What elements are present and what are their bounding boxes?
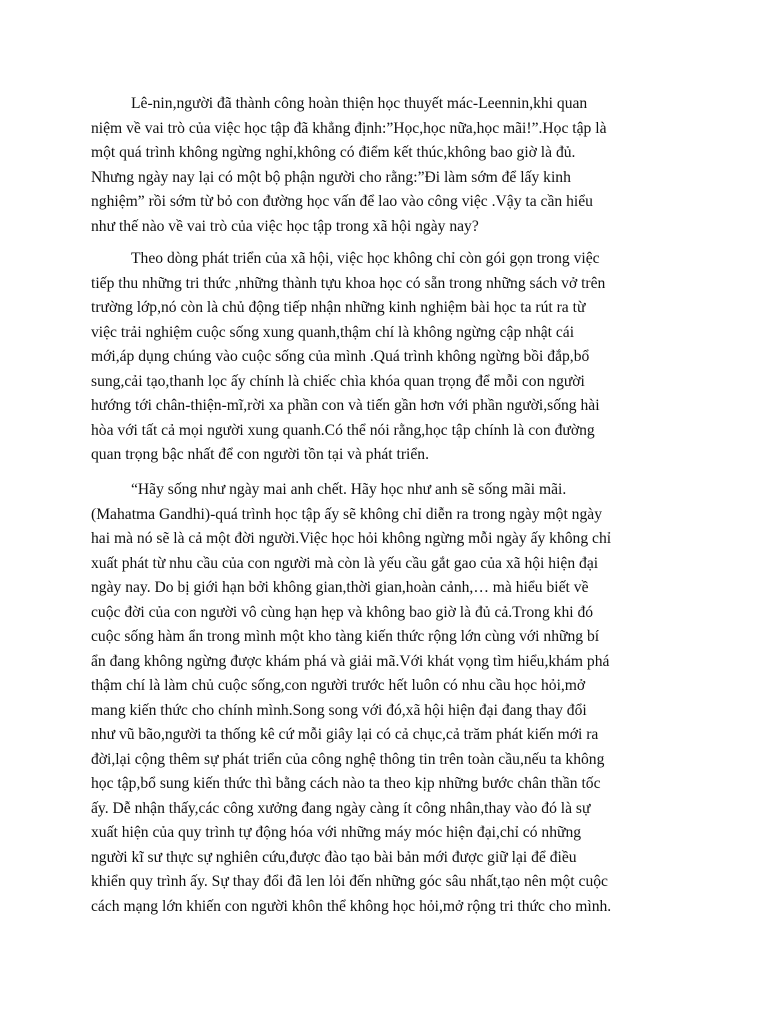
text-line: hòa với tất cả mọi người xung quanh.Có thể nói rằng,học tập chính là con đường [91,421,595,439]
text-line: tiếp thu những tri thức ,những thành tựu khoa học có sẵn trong những sách vở trên [91,274,606,292]
text-line: mới,áp dụng chúng vào cuộc sống của mình .Quá trình không ngừng bồi đắp,bổ [91,348,590,365]
text-line: hướng tới chân-thiện-mĩ,rời xa phần con và tiến gần hơn với phần người,sống hài [91,397,600,414]
text-line: khiển quy trình ấy. Sự thay đổi đã len lỏi đến những góc sâu nhất,tạo nên một cuộc [91,873,608,890]
text-line: cách mạng lớn khiến con người khôn thể không học hỏi,mở rộng tri thức cho mình. [91,897,612,915]
text-line: Lê-nin,người đã thành công hoàn thiện học thuyết mác-Leennin,khi quan [131,95,588,112]
text-line: sung,cải tạo,thanh lọc ấy chính là chiếc chìa khóa quan trọng để mỗi con người [91,372,585,390]
text-line: “Hãy sống như ngày mai anh chết. Hãy học như anh sẽ sống mãi mãi. [131,481,567,498]
text-line: ẩn đang không ngừng được khám phá và giải mã.Với khát vọng tìm hiểu,khám phá [91,652,610,670]
text-line: xuất hiện của quy trình tự động hóa với những máy móc hiện đại,chỉ có những [91,824,582,841]
text-line: như thế nào về vai trò của việc học tập trong xã hội ngày nay? [91,217,479,235]
text-line: ấy. Dễ nhận thấy,các công xưởng đang ngày càng ít công nhân,thay vào đó là sự [91,799,591,817]
text-line: hai mà nó sẽ là cả một đời người.Việc học hỏi không ngừng mỗi ngày ấy không chỉ [91,530,612,547]
paragraph-gandhi-quote [91,478,691,919]
text-line: như vũ bão,người ta thống kê cứ mỗi giây lại có cả chục,cả trăm phát kiến mới ra [91,726,599,743]
text-line: nghiệm” rồi sớm từ bỏ con đường học vấn để lao vào công việc .Vậy ta cần hiểu [91,193,593,210]
text-line: trường lớp,nó còn là chủ động tiếp nhận những kinh nghiệm bài học ta rút ra từ [91,299,586,316]
text-line: ngày nay. Do bị giới hạn bởi không gian,thời gian,hoàn cảnh,… mà hiểu biết về [91,579,589,596]
text-line: quan trọng bậc nhất để con người tồn tại và phát triển. [91,446,430,463]
text-line: niệm về vai trò của việc học tập đã khẳng định:”Học,học nữa,học mãi!”.Học tập là [91,119,607,137]
paragraph-development [91,247,691,468]
text-line: Theo dòng phát triển của xã hội, việc học không chỉ còn gói gọn trong việc [131,250,600,267]
text-line: cuộc đời của con người vô cùng hạn hẹp và không bao giờ là đủ cả.Trong khi đó [91,603,594,621]
text-line: xuất phát từ nhu cầu của con người mà còn là yếu cầu gắt gao của xã hội hiện đại [91,554,599,572]
text-line: cuộc sống hàm ẩn trong mình một kho tàng kiến thức rộng lớn cùng với những bí [91,628,600,645]
text-line: người kĩ sư thực sự nghiên cứu,được đào tạo bài bản mới được giữ lại để điều [91,848,577,866]
text-line: đời,lại cộng thêm sự phát triển của công nghệ thông tin trên toàn cầu,nếu ta không [91,750,605,768]
text-line: một quá trình không ngừng nghỉ,không có điểm kết thúc,không bao giờ là đủ. [91,144,576,161]
paragraph-intro [91,92,691,239]
text-line: mang kiến thức cho chính mình.Song song với đó,xã hội hiện đại đang thay đổi [91,701,587,719]
text-line: Nhưng ngày nay lại có một bộ phận người cho rằng:”Đi làm sớm để lấy kinh [91,168,571,186]
text-line: (Mahatma Gandhi)-quá trình học tập ấy sẽ không chỉ diễn ra trong ngày một ngày [91,505,602,523]
text-line: việc trải nghiệm cuộc sống xung quanh,thậm chí là không ngừng cập nhật cái [91,323,575,341]
text-line: học tập,bổ sung kiến thức thì bằng cách nào ta theo kịp những bước chân thần tốc [91,775,601,792]
text-line: thậm chí là làm chủ cuộc sống,con người trước hết luôn có nhu cầu học hỏi,mở [91,677,586,694]
